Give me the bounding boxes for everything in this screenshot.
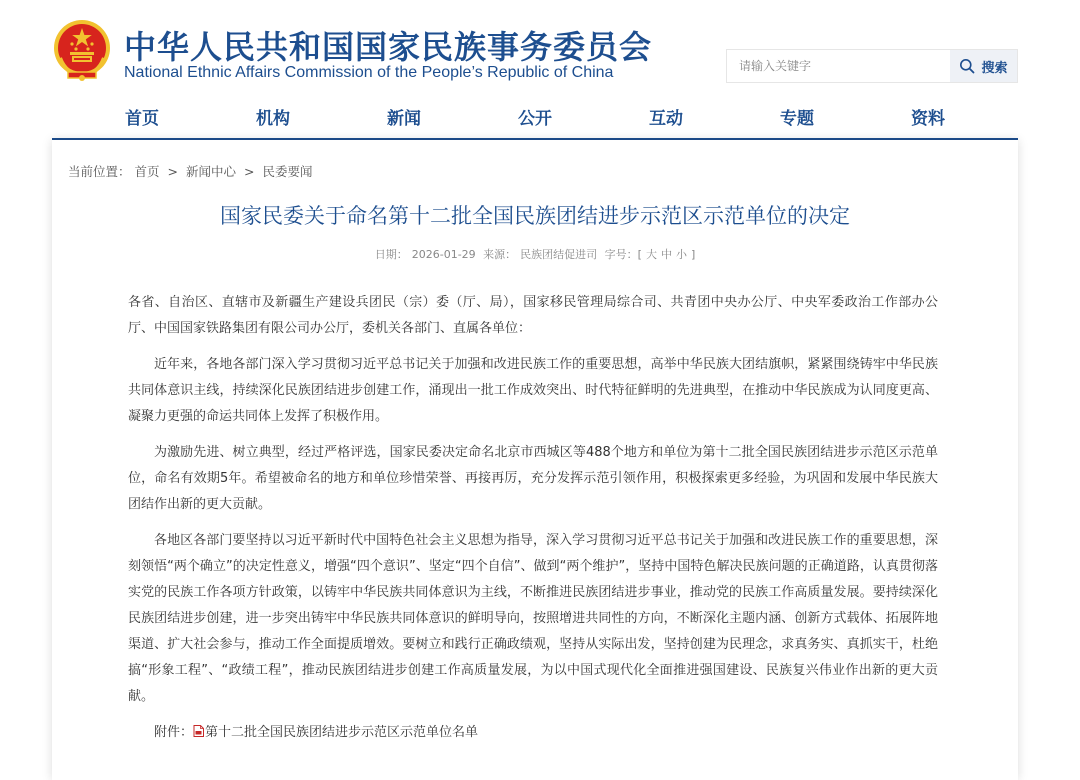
breadcrumb-link-home[interactable]: 首页 [134,164,160,179]
site-header [0,0,1080,100]
font-size-large-button[interactable]: 大 [645,248,657,261]
article-paragraph: 各地区各部门要坚持以习近平新时代中国特色社会主义思想为指导，深入学习贯彻习近平总书记关于加强和改进民族工作的重要思想，深刻领悟“两个确立”的决定性意义，增强“四个意识”、坚定“四个自信”、做到“两个维护”，坚持中国特色解决民族问题的正确道路，认真贯彻落实党的民族工作各项方针政策，以铸牢中华民族共同体意识为主线，不断推进民族团结进步事业，推动党的民族工作高质量发展。要持续深化民族团结进步创建，进一步突出铸牢中华民族共同体意识的鲜明导向，按照增进共同性的方向，不断深化主题内涵、创新方式载体、拓展阵地渠道、扩大社会参与，推动工作全面提质增效。要树立和践行正确政绩观，坚持从实际出发，坚持创建为民理念，求真务实、真抓实干，杜绝搞“形象工程”、“政绩工程”，推动民族团结进步创建工作高质量发展，为以中国式现代化全面推进强国建设、民族复兴伟业作出新的更大贡献。 [128,533,938,704]
national-emblem-icon[interactable] [52,18,112,82]
breadcrumb-link-commission-news[interactable]: 民委要闻 [262,164,313,179]
article-source: 民族团结促进司 [520,248,598,261]
nav-item-interaction[interactable]: 互动 [649,109,683,129]
article-paragraph: 为激励先进、树立典型，经过严格评选，国家民委决定命名北京市西城区等488个地方和单位为第十二批全国民族团结进步示范区示范单位，命名有效期5年。希望被命名的地方和单位珍惜荣誉、再接再厉，充分发挥示范引领作用，积极探索更多经验，为巩固和发展中华民族大团结作出新的更大贡献。 [128,445,938,512]
main-nav [52,100,1018,140]
font-size-close: ] [690,248,696,261]
attachment-link[interactable] [193,725,478,740]
font-size-medium-button[interactable]: 中 [660,248,672,261]
breadcrumb-link-news-center[interactable]: 新闻中心 [185,164,236,179]
article-body [128,290,938,756]
nav-item-topics[interactable]: 专题 [780,109,814,129]
nav-item-public[interactable]: 公开 [518,109,552,129]
search-input[interactable] [727,50,951,82]
site-title-en: National Ethnic Affairs Commission of the People’s Republic of China [124,64,614,81]
breadcrumb-prefix: 当前位置： [68,164,131,179]
article-title: 国家民委关于命名第十二批全国民族团结进步示范区示范单位的决定 [220,204,850,228]
breadcrumb-separator: > [243,164,255,179]
search-button[interactable] [950,50,1017,82]
pdf-file-icon [193,725,204,737]
breadcrumb [68,162,312,180]
article-panel [52,140,1018,780]
nav-item-organizations[interactable]: 机构 [256,109,290,129]
attachment-link-text: 第十二批全国民族团结进步示范区示范单位名单 [205,725,479,740]
article-paragraph-addressees: 各省、自治区、直辖市及新疆生产建设兵团民（宗）委（厅、局），国家移民管理局综合司、共青团中央办公厅、中央军委政治工作部办公厅、中国国家铁路集团有限公司办公厅，委机关各部门、直属各单位： [128,295,938,336]
site-title-cn: 中华人民共和国国家民族事务委员会 [124,28,653,66]
nav-item-resources[interactable]: 资料 [911,109,945,129]
nav-item-home[interactable]: 首页 [125,109,159,129]
source-label: 来源： [483,248,517,261]
attachment [128,720,938,746]
article-date: 2026-01-29 [411,248,476,261]
search-button-label: 搜索 [981,60,1008,76]
breadcrumb-separator: > [167,164,178,179]
date-label: 日期： [374,248,408,261]
attachment-label: 附件： [154,725,194,740]
article-paragraph: 近年来，各地各部门深入学习贯彻习近平总书记关于加强和改进民族工作的重要思想，高举中华民族大团结旗帜，紧紧围绕铸牢中华民族共同体意识主线，持续深化民族团结进步创建工作，涌现出一批工作成效突出、时代特征鲜明的先进典型，在推动中华民族成为认同度更高、凝聚力更强的命运共同体上发挥了积极作用。 [128,357,938,424]
search-icon [959,58,975,74]
nav-item-news[interactable]: 新闻 [387,109,421,129]
article-meta [52,246,1018,262]
font-size-small-button[interactable]: 小 [675,248,687,261]
search-box [726,49,1018,83]
font-size-label: 字号：[ [604,248,642,261]
